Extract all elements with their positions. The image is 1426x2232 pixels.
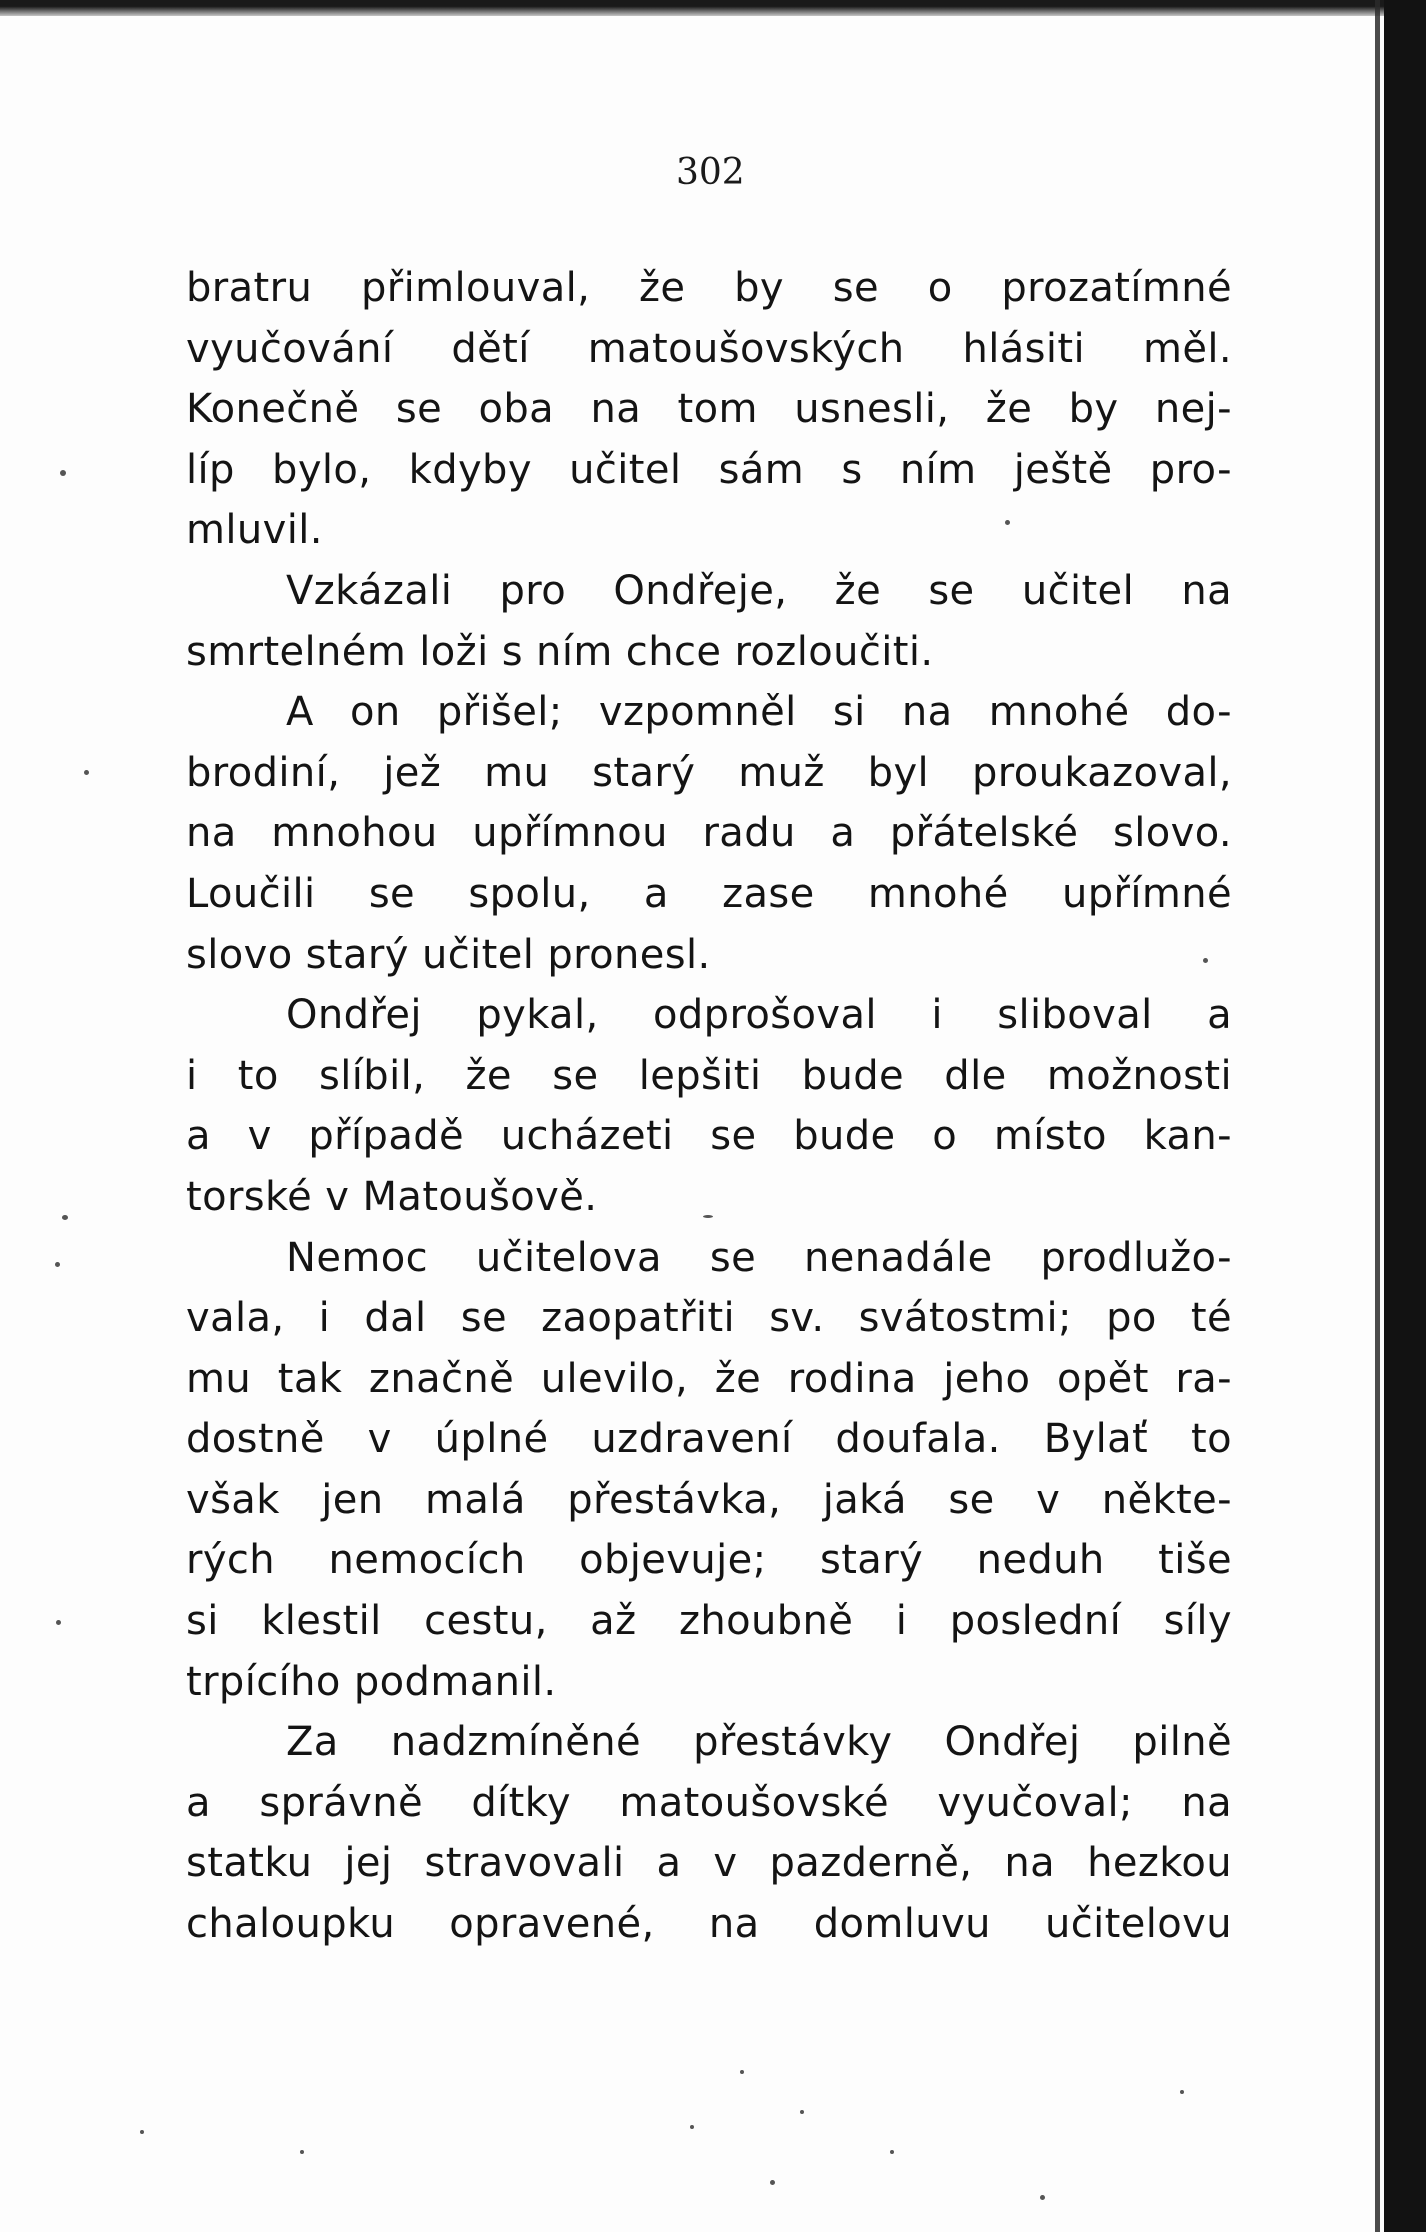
text-line: líp bylo, kdyby učitel sám s ním ještě pro-	[186, 446, 1232, 493]
scan-speck	[890, 2150, 894, 2154]
text-line: Nemoc učitelova se nenadále prodlužo-	[286, 1234, 1232, 1281]
page-number: 302	[676, 152, 745, 193]
text-line: slovo starý učitel pronesl.	[186, 931, 711, 978]
text-line: chaloupku opravené, na domluvu učitelovu	[186, 1901, 1232, 1948]
text-line: na mnohou upřímnou radu a přátelské slovo.	[186, 810, 1232, 857]
text-line: a v případě ucházeti se bude o místo kan-	[186, 1113, 1232, 1160]
text-line: si klestil cestu, až zhoubně i poslední síly	[186, 1598, 1232, 1645]
scan-speck	[60, 470, 66, 476]
scan-speck	[1180, 2090, 1184, 2094]
text-line: vyučování dětí matoušovských hlásiti měl.	[186, 325, 1232, 372]
scan-speck	[140, 2130, 144, 2134]
text-line: a správně dítky matoušovské vyučoval; na	[186, 1779, 1232, 1826]
text-line: Za nadzmíněné přestávky Ondřej pilně	[286, 1719, 1232, 1766]
text-line: mluvil.	[186, 507, 323, 554]
text-line: i to slíbil, že se lepšiti bude dle možnosti	[186, 1052, 1232, 1099]
text-line: bratru přimlouval, že by se o prozatímné	[186, 265, 1232, 311]
text-line: torské v Matoušově.	[186, 1173, 598, 1220]
scan-spine-line	[1375, 0, 1380, 2232]
text-line: Loučili se spolu, a zase mnohé upřímné	[186, 870, 1232, 917]
scan-speck	[300, 2150, 304, 2154]
text-line: A on přišel; vzpomněl si na mnohé do-	[286, 689, 1232, 736]
scan-speck	[1040, 2195, 1045, 2200]
scan-speck	[690, 2125, 694, 2129]
body-text	[186, 258, 1232, 1955]
text-line: brodiní, jež mu starý muž byl proukazoval,	[186, 749, 1232, 796]
text-line: Vzkázali pro Ondřeje, že se učitel na	[286, 567, 1232, 614]
scan-speck	[84, 770, 89, 775]
scan-speck	[55, 1262, 60, 1267]
text-line: však jen malá přestávka, jaká se v někte-	[186, 1476, 1232, 1523]
scan-top-edge	[0, 0, 1426, 16]
text-line: statku jej stravovali a v pazderně, na hezkou	[186, 1840, 1232, 1887]
text-line: smrtelném loži s ním chce rozloučiti.	[186, 628, 934, 675]
text-line: mu tak značně ulevilo, že rodina jeho opět ra-	[186, 1355, 1232, 1402]
scan-right-edge	[1384, 0, 1426, 2232]
scan-speck	[800, 2110, 804, 2114]
scan-speck	[770, 2180, 775, 2185]
scan-speck	[703, 1215, 713, 1218]
text-line: trpícího podmanil.	[186, 1658, 557, 1705]
scan-speck	[62, 1215, 68, 1220]
text-line: Ondřej pykal, odprošoval i sliboval a	[286, 992, 1232, 1039]
scan-speck	[1005, 520, 1010, 525]
scan-speck	[56, 1620, 61, 1625]
scan-speck	[1203, 958, 1208, 963]
text-line: rých nemocích objevuje; starý neduh tiše	[186, 1537, 1232, 1584]
text-line: vala, i dal se zaopatřiti sv. svátostmi; po té	[186, 1295, 1232, 1342]
text-line: dostně v úplné uzdravení doufala. Bylať to	[186, 1416, 1232, 1463]
scan-speck	[740, 2070, 744, 2074]
text-line: Konečně se oba na tom usnesli, že by nej-	[186, 386, 1232, 433]
